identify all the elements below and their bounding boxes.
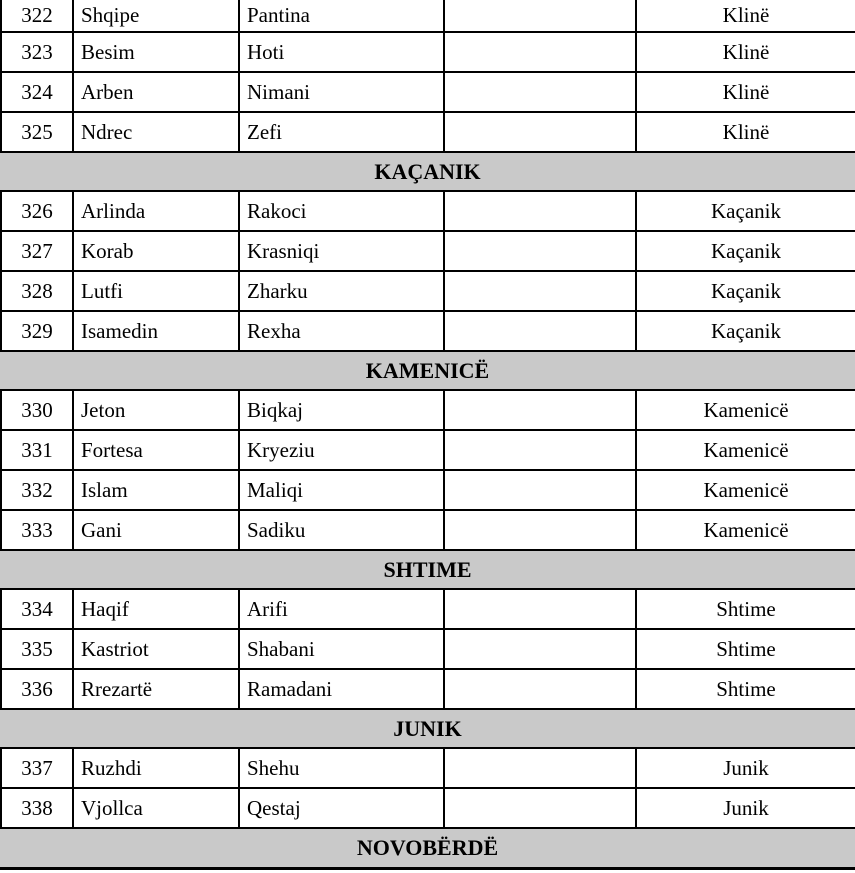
section-header (0, 153, 855, 192)
cell-number: 329 (2, 312, 74, 350)
cell-first-name: Ndrec (74, 113, 240, 151)
cell-blank (445, 232, 637, 270)
cell-number: 332 (2, 471, 74, 509)
cell-last-name: Maliqi (240, 471, 445, 509)
cell-municipality: Kamenicë (703, 397, 789, 422)
cell-blank (445, 192, 637, 230)
cell-municipality: Kaçanik (711, 278, 781, 303)
cell-first-name: Isamedin (74, 312, 240, 350)
cell-blank (445, 272, 637, 310)
cell-first-name: Fortesa (74, 431, 240, 469)
cell-last-name: Hoti (240, 33, 445, 71)
cell-last-name: Qestaj (240, 789, 445, 827)
cell-municipality: Kaçanik (711, 238, 781, 263)
cell-municipality: Shtime (716, 676, 776, 701)
table-row (0, 391, 855, 431)
cell-blank (445, 630, 637, 668)
table-row (0, 312, 855, 352)
cell-municipality: Shtime (716, 636, 776, 661)
cell-municipality: Junik (723, 755, 769, 780)
cell-blank (445, 312, 637, 350)
cell-number: 328 (2, 272, 74, 310)
section-header-label: KAMENICË (365, 357, 490, 383)
cell-number: 322 (2, 0, 74, 31)
cell-last-name: Nimani (240, 73, 445, 111)
cell-number: 334 (2, 590, 74, 628)
cell-last-name: Shehu (240, 749, 445, 787)
cell-last-name: Zefi (240, 113, 445, 151)
cell-first-name: Besim (74, 33, 240, 71)
table-row (0, 33, 855, 73)
section-header-label: JUNIK (393, 715, 462, 741)
cell-municipality: Kaçanik (711, 198, 781, 223)
cell-last-name: Ramadani (240, 670, 445, 708)
cell-number: 331 (2, 431, 74, 469)
cell-first-name: Gani (74, 511, 240, 549)
cell-last-name: Sadiku (240, 511, 445, 549)
cell-blank (445, 670, 637, 708)
cell-first-name: Jeton (74, 391, 240, 429)
cell-blank (445, 590, 637, 628)
cell-blank (445, 73, 637, 111)
section-header (0, 551, 855, 590)
section-header-label: KAÇANIK (374, 158, 481, 184)
cell-first-name: Arlinda (74, 192, 240, 230)
cell-municipality: Kamenicë (703, 517, 789, 542)
cell-first-name: Arben (74, 73, 240, 111)
cell-number: 326 (2, 192, 74, 230)
cell-first-name: Ruzhdi (74, 749, 240, 787)
cell-municipality: Klinë (722, 79, 770, 104)
table-row (0, 749, 855, 789)
cell-last-name: Biqkaj (240, 391, 445, 429)
cell-first-name: Korab (74, 232, 240, 270)
cell-blank (445, 749, 637, 787)
table-row (0, 232, 855, 272)
cell-first-name: Haqif (74, 590, 240, 628)
cell-first-name: Lutfi (74, 272, 240, 310)
cell-number: 337 (2, 749, 74, 787)
cell-municipality: Klinë (722, 119, 770, 144)
cell-number: 327 (2, 232, 74, 270)
cell-blank (445, 0, 637, 31)
cell-number: 324 (2, 73, 74, 111)
table-row (0, 113, 855, 153)
cell-last-name: Rexha (240, 312, 445, 350)
cell-number: 338 (2, 789, 74, 827)
section-header (0, 829, 855, 870)
cell-first-name: Vjollca (74, 789, 240, 827)
cell-last-name: Zharku (240, 272, 445, 310)
cell-first-name: Shqipe (74, 0, 240, 31)
cell-blank (445, 391, 637, 429)
table-row (0, 431, 855, 471)
cell-municipality: Kamenicë (703, 437, 789, 462)
table-row (0, 192, 855, 232)
cell-blank (445, 431, 637, 469)
cell-first-name: Kastriot (74, 630, 240, 668)
cell-municipality: Klinë (722, 39, 770, 64)
section-header (0, 352, 855, 391)
cell-municipality: Kamenicë (703, 477, 789, 502)
cell-municipality: Shtime (716, 596, 776, 621)
section-header-label: SHTIME (383, 556, 472, 582)
table-row (0, 272, 855, 312)
table-row (0, 630, 855, 670)
cell-blank (445, 33, 637, 71)
cell-blank (445, 511, 637, 549)
section-header-label: NOVOBËRDË (356, 835, 499, 860)
cell-last-name: Pantina (240, 0, 445, 31)
cell-last-name: Kryeziu (240, 431, 445, 469)
cell-number: 325 (2, 113, 74, 151)
table-row (0, 73, 855, 113)
table-row (0, 670, 855, 710)
cell-last-name: Shabani (240, 630, 445, 668)
cell-municipality: Junik (723, 795, 769, 820)
cell-first-name: Rrezartë (74, 670, 240, 708)
cell-blank (445, 471, 637, 509)
cell-number: 335 (2, 630, 74, 668)
cell-municipality: Kaçanik (711, 318, 781, 343)
table-row (0, 0, 855, 33)
cell-number: 330 (2, 391, 74, 429)
table-row (0, 789, 855, 829)
cell-municipality: Klinë (722, 3, 770, 27)
cell-blank (445, 789, 637, 827)
cell-first-name: Islam (74, 471, 240, 509)
cell-number: 323 (2, 33, 74, 71)
table-row (0, 511, 855, 551)
table-row (0, 590, 855, 630)
cell-last-name: Rakoci (240, 192, 445, 230)
cell-blank (445, 113, 637, 151)
cell-last-name: Krasniqi (240, 232, 445, 270)
table-row (0, 471, 855, 511)
section-header (0, 710, 855, 749)
cell-number: 333 (2, 511, 74, 549)
cell-last-name: Arifi (240, 590, 445, 628)
cell-number: 336 (2, 670, 74, 708)
